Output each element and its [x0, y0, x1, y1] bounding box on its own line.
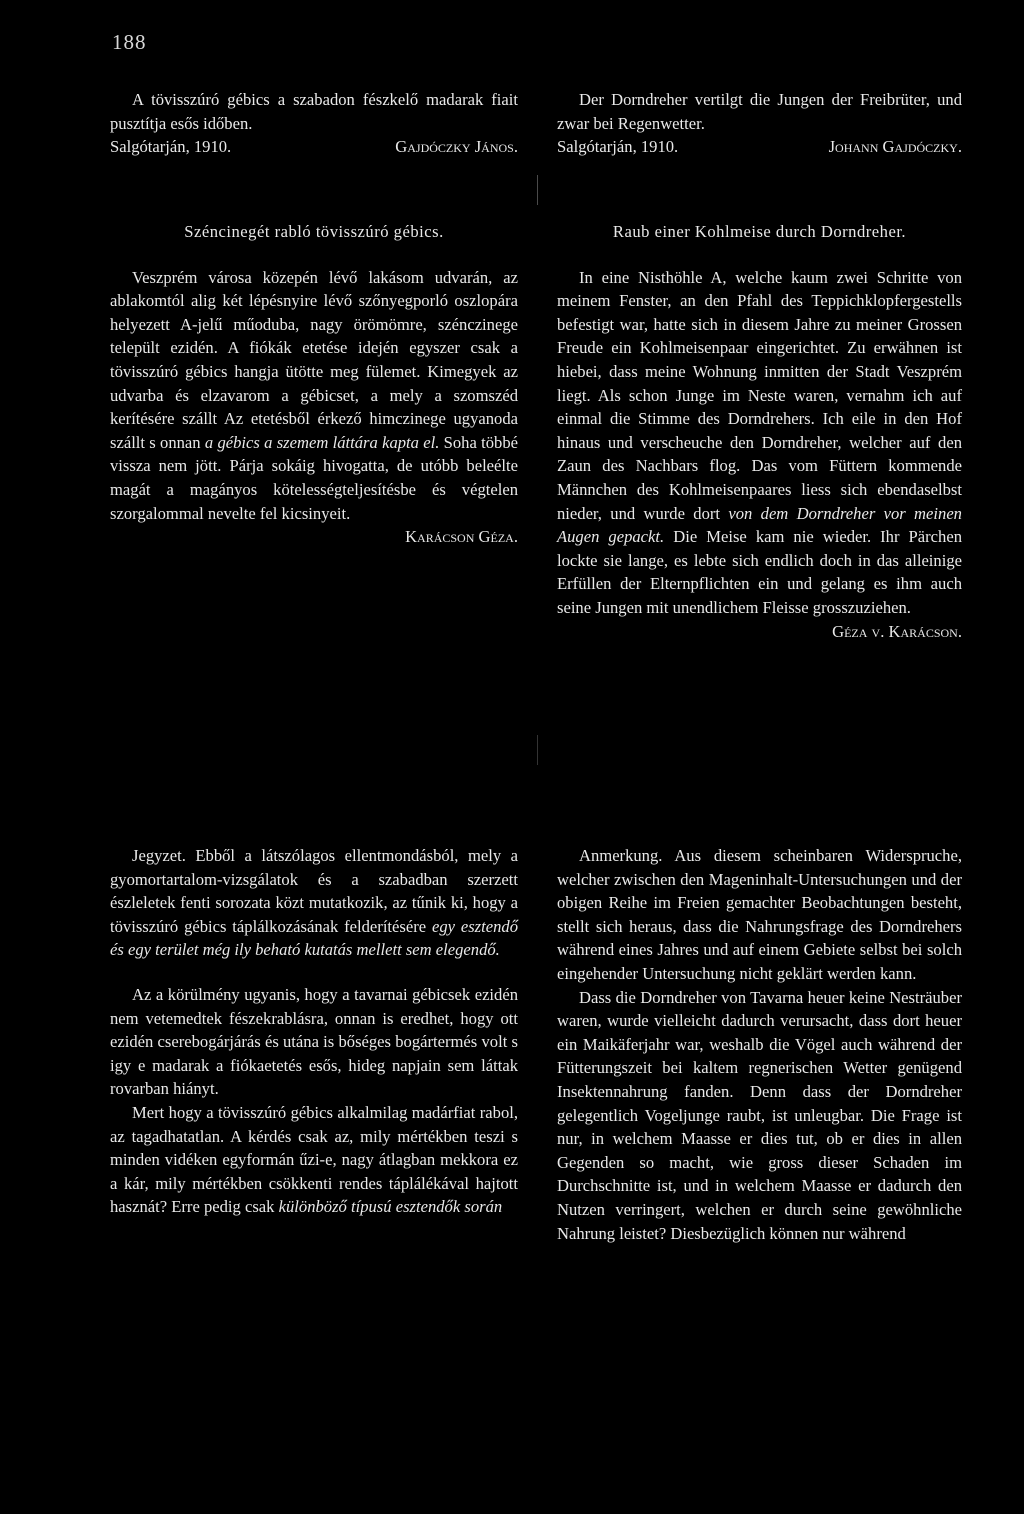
- article-text: Soha többé vissza nem jött. Párja sokáig hivogatta, de utóbb beleélte magát a magányos kötelességteljesítésbe és végtelen szorgalommal nevelte fel kicsinyeit.: [110, 432, 518, 523]
- note-emphasis: egy esztendő és egy terület még ily beható kutatás mellett sem elegendő.: [110, 916, 518, 960]
- article-title: Széncinegét rabló tövisszúró gébics.: [184, 222, 444, 241]
- note-text: Mert hogy a tövisszúró gébics alkalmilag madárfiat rabol, az tagadhatatlan. A kérdés csak az, mily mértékben teszi s minden vidéken egyformán űzi-e, nagy átlagban mekkora ez a kár, mily mértékben csökkenti rendes táplálékával hajtott hasznát? Erre pedig csak: [110, 1102, 518, 1217]
- article-hu: [110, 220, 518, 549]
- note-label: Jegyzet.: [132, 846, 186, 865]
- article-text: Veszprém városa közepén lévő lakásom udvarán, az ablakomtól alig két lépésnyire lévő szőnyegporló oszlopára helyezett A-jelű műoduba, nagy örömömre, szénczinege települt ezidén. A fiókák etetése idején egyszer csak a tövisszúró gébics hangja ütötte meg fülemet. Kimegyek az udvarba és elzavarom a gébicset, a mely a szomszéd kerítésére szállt Az etetésből érkező himczinege ugyanoda szállt s onnan: [110, 267, 518, 452]
- notice-author: Johann Gajdóczky.: [828, 137, 962, 157]
- note-text: Ebből a látszólagos ellentmondásból, mely a gyomortartalom-vizsgálatok és a szabadban szerzett észleletek fenti sorozata közt mutatkozik, az tűnik ki, hogy a tövisszúró gébics táplálkozásának felderítésére: [110, 846, 518, 936]
- article-emphasis: von dem Dorndreher vor meinen Augen gepackt.: [557, 503, 962, 547]
- article-author: Géza v. Karácson.: [832, 621, 962, 641]
- notice-hu: [110, 88, 518, 159]
- note-paragraph: [110, 844, 518, 962]
- article-emphasis: a gébics a szemem láttára kapta el.: [204, 432, 440, 452]
- note-paragraph: Dass die Dorndreher von Tavarna heuer keine Nesträuber waren, wurde vielleicht dadurch verursacht, dass dort heuer ein Maikäferjahr war, weshalb die Vögel auch während der Fütterungszeit bei kaltem regnerischen Wetter genügend Insektennahrung fanden. Denn dass der Dorndreher gelegentlich Vogeljunge raubt, ist unleugbar. Die Frage ist nur, in welchem Maasse er dies tut, ob er dies in allen Gegenden so macht, wie gross dieser Schaden im Durchschnitte ist, und in welchem Maasse er dadurch den Nutzen verringert, welchen er durch seine gewöhnliche Nahrung leistet? Diesbezüglich können nur während: [557, 987, 962, 1243]
- note-text: Aus diesem scheinbaren Widerspruche, welcher zwischen den Mageninhalt-Untersuchungen und der obigen Reihe im Freien gemachter Beobachtungen besteht, stellt sich heraus, dass die Nahrungsfrage des Dorndrehers während eines Jahres und auf einem Gebiete selbst bei solch eingehender Untersuchung nicht geklärt werden kann.: [557, 846, 962, 983]
- article-title: Raub einer Kohlmeise durch Dorndreher.: [612, 222, 907, 241]
- note-paragraph: [110, 1101, 518, 1219]
- note-paragraph: [557, 844, 962, 986]
- article-author: Karácson Géza.: [405, 527, 518, 547]
- note-label: Anmerkung.: [579, 846, 663, 865]
- note-hu: [110, 844, 518, 1219]
- note-emphasis: különböző típusú esztendők során: [278, 1197, 503, 1217]
- article-body: [110, 266, 518, 526]
- notice-author: Gajdóczky János.: [395, 137, 518, 157]
- article-de: [557, 220, 962, 643]
- notice-signature: [557, 135, 962, 159]
- article-body: [557, 266, 962, 620]
- column-divider: [537, 175, 538, 205]
- column-divider: [537, 735, 538, 765]
- notice-signature: [110, 135, 518, 159]
- note-paragraph: Az a körülmény ugyanis, hogy a tavarnai gébicsek ezidén nem vetemedtek fészekrablásra, onnan is eredhet, hogy ott ezidén cserebogárjárás és utána is bőséges bogártermés volt s igy e madarak a fiókaetetés esős, hideg napjain sem láttak rovarban hiányt.: [110, 984, 518, 1099]
- notice-place: Salgótarján, 1910.: [557, 137, 679, 157]
- notice-place: Salgótarján, 1910.: [110, 137, 232, 157]
- notice-text: A tövisszúró gébics a szabadon fészkelő madarak fiait pusztítja esős időben.: [110, 90, 518, 133]
- article-text: Die Meise kam nie wieder. Ihr Pärchen lockte sie lange, es lebte sich endlich doch in das alleinige Erfüllen der Elternpflichten ein und gelang es ihm auch seine Jungen mit unendlichem Fleisse grosszuziehen.: [557, 527, 962, 617]
- page-number: 188: [112, 30, 147, 54]
- article-text: In eine Nisthöhle A, welche kaum zwei Schritte von meinem Fenster, an den Pfahl des Teppichklopfergestells befestigt war, hatte sich in diesem Jahre zu meiner Grossen Freude ein Kohlmeisenpaar eingerichtet. Zu erwähnen ist hiebei, dass meine Wohnung inmitten der Stadt Veszprém liegt. Als schon Junge im Neste waren, vernahm ich auf einmal die Stimme des Dorndrehers. Ich eile in den Hof hinaus und verscheuche den Dorndreher, welcher auf den Zaun des Nachbars flog. Das vom Füttern kommende Männchen des Kohlmeisenpaares liess sich ebendaselbst nieder, und wurde dort: [557, 267, 962, 523]
- notice-text: Der Dorndreher vertilgt die Jungen der Freibrüter, und zwar bei Regenwetter.: [557, 90, 962, 133]
- note-de: [557, 844, 962, 1245]
- notice-de: [557, 88, 962, 159]
